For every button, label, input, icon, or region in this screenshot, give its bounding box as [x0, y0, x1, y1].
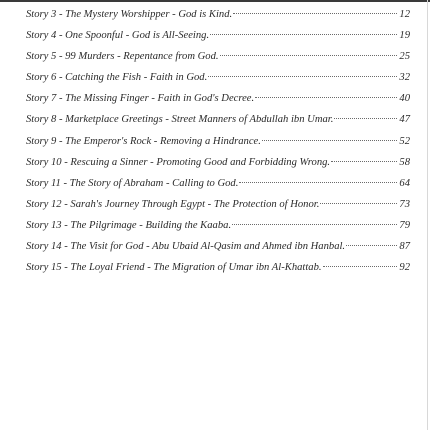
dot-leader [331, 161, 397, 162]
toc-entry-title: Story 7 - The Missing Finger - Faith in God's Decree. [26, 93, 255, 105]
toc-entry-page: 40 [399, 93, 410, 105]
toc-entry-page: 25 [399, 51, 410, 63]
toc-entry-story-15[interactable] [26, 257, 410, 278]
toc-entry-title: Story 10 - Rescuing a Sinner - Promoting Good and Forbidding Wrong. [26, 156, 331, 168]
dot-leader [262, 140, 397, 141]
toc-entry-page: 64 [399, 177, 410, 189]
toc-entry-story-5[interactable] [26, 46, 410, 67]
toc-entry-title: Story 12 - Sarah's Journey Through Egypt - The Protection of Honor. [26, 198, 320, 210]
toc-entry-page: 12 [399, 9, 410, 20]
dot-leader [255, 97, 397, 98]
toc-entry-page: 73 [399, 198, 410, 210]
toc-entry-page: 58 [399, 156, 410, 168]
table-of-contents [26, 4, 410, 278]
toc-entry-title: Story 13 - The Pilgrimage - Building the Kaaba. [26, 219, 232, 231]
dot-leader [323, 266, 397, 267]
dot-leader [208, 76, 397, 77]
toc-entry-story-14[interactable] [26, 236, 410, 257]
toc-entry-story-8[interactable] [26, 109, 410, 130]
toc-entry-page: 47 [399, 114, 410, 126]
dot-leader [210, 34, 397, 35]
toc-entry-story-11[interactable] [26, 173, 410, 194]
toc-entry-page: 32 [399, 72, 410, 84]
toc-entry-story-13[interactable] [26, 215, 410, 236]
toc-entry-page: 19 [399, 30, 410, 42]
dot-leader [334, 118, 397, 119]
toc-entry-title: Story 14 - The Visit for God - Abu Ubaid Al-Qasim and Ahmed ibn Hanbal. [26, 241, 346, 253]
toc-entry-story-9[interactable] [26, 131, 410, 152]
toc-entry-story-12[interactable] [26, 194, 410, 215]
toc-entry-page: 52 [399, 135, 410, 147]
dot-leader [233, 13, 397, 14]
dot-leader [239, 182, 397, 183]
toc-entry-page: 92 [399, 262, 410, 274]
toc-entry-story-3[interactable] [26, 4, 410, 25]
dot-leader [232, 224, 397, 225]
toc-entry-page: 79 [399, 219, 410, 231]
toc-entry-story-6[interactable] [26, 67, 410, 88]
toc-entry-title: Story 6 - Catching the Fish - Faith in God. [26, 72, 208, 84]
toc-entry-story-4[interactable] [26, 25, 410, 46]
toc-entry-title: Story 3 - The Mystery Worshipper - God is Kind. [26, 9, 233, 20]
toc-entry-title: Story 11 - The Story of Abraham - Calling to God. [26, 177, 239, 189]
toc-entry-story-10[interactable] [26, 152, 410, 173]
toc-entry-story-7[interactable] [26, 88, 410, 109]
dot-leader [220, 55, 397, 56]
dot-leader [320, 203, 397, 204]
toc-entry-page: 87 [399, 241, 410, 253]
toc-entry-title: Story 5 - 99 Murders - Repentance from God. [26, 51, 219, 63]
toc-entry-title: Story 9 - The Emperor's Rock - Removing a Hindrance. [26, 135, 261, 147]
dot-leader [346, 245, 397, 246]
toc-entry-title: Story 4 - One Spoonful - God is All-Seeing. [26, 30, 210, 42]
top-rule [0, 0, 430, 2]
toc-entry-title: Story 15 - The Loyal Friend - The Migration of Umar ibn Al-Khattab. [26, 262, 322, 274]
toc-entry-title: Story 8 - Marketplace Greetings - Street Manners of Abdullah ibn Umar. [26, 114, 334, 126]
page-edge [427, 0, 428, 430]
